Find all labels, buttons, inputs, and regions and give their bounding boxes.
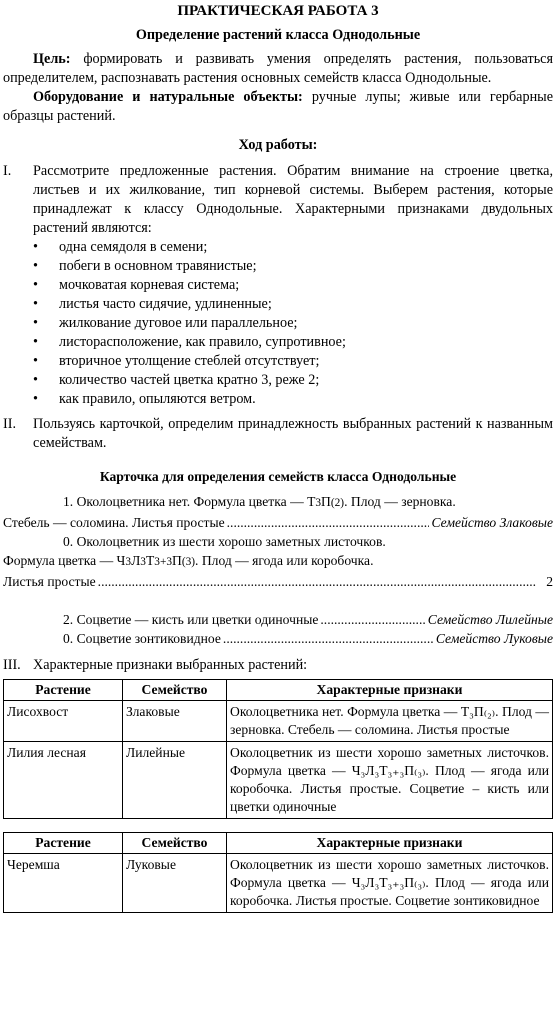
- features-table-1: [3, 679, 553, 819]
- bullet-icon: •: [33, 391, 38, 407]
- section-2-text: Пользуясь карточкой, определим принадлежность выбранных растений к названным семействам.: [33, 416, 553, 451]
- cell-family: Злаковые: [123, 701, 227, 742]
- dot-leader: [223, 629, 434, 648]
- progress-heading: Ход работы:: [238, 137, 318, 153]
- section-3-text: Характерные признаки выбранных растений:: [33, 657, 308, 673]
- key-sub: 3: [140, 556, 146, 568]
- key-card-title: Карточка для определения семейств класса Однодольные: [99, 469, 457, 484]
- header-features: Характерные признаки: [227, 680, 553, 701]
- cell-features: Околоцветник из шести хорошо заметных листочков. Формула цветка — Ч₃Л₃Т₃₊₃П₍₃₎. Плод — ягода или коробочка. Листья простые. Соцветие – кисть или цветки одиночные: [227, 742, 553, 819]
- bullet-icon: •: [33, 258, 38, 274]
- bullet-icon: •: [33, 372, 38, 388]
- list-item-text: одна семядоля в семени;: [59, 239, 208, 255]
- goal-label: Цель:: [33, 51, 71, 67]
- list-item-text: как правило, опыляются ветром.: [59, 391, 256, 407]
- list-item: [31, 371, 553, 390]
- section-1-number: I.: [3, 163, 12, 179]
- bullet-icon: •: [33, 277, 38, 293]
- list-item: [31, 333, 553, 352]
- page-subtitle: Определение растений класса Однодольные: [135, 27, 421, 43]
- key-sub: (3): [181, 556, 196, 568]
- key-sub: (2): [330, 497, 345, 509]
- goal-text: формировать и развивать умения определять растения, пользоваться определителем, распознавать растения основных семейств класса Однодольные.: [3, 51, 553, 86]
- list-item: [31, 390, 553, 409]
- list-item: [31, 295, 553, 314]
- cell-plant: Черемша: [4, 854, 123, 913]
- list-item: [31, 276, 553, 295]
- header-plant: Растение: [4, 833, 123, 854]
- key-line-3: 0. Околоцветник из шести хорошо заметных листочков.: [63, 534, 386, 549]
- list-item-text: жилкование дуговое или параллельное;: [59, 315, 298, 331]
- key-formula-part: Л: [131, 553, 141, 568]
- features-table-2: [3, 832, 553, 913]
- table-row: [4, 742, 553, 819]
- key-sub: 3+3: [154, 556, 172, 568]
- key-result: 2: [546, 574, 553, 589]
- key-line-1-text: 1. Околоцветника нет. Формула цветка — Т: [63, 494, 316, 509]
- key-line-7-text: 0. Соцветие зонтиковидное: [63, 631, 221, 646]
- table-header-row: [4, 833, 553, 854]
- cell-plant: Лилия лесная: [4, 742, 123, 819]
- dot-leader: [227, 513, 430, 532]
- table-row: [4, 854, 553, 913]
- section-3-number: III.: [3, 657, 21, 673]
- section-2: [3, 415, 553, 453]
- equipment-paragraph: [3, 88, 553, 126]
- key-line-7: [31, 629, 553, 648]
- list-item-text: количество частей цветка кратно 3, реже 2;: [59, 372, 320, 388]
- key-formula-part: Т: [145, 553, 155, 568]
- dot-leader: [320, 610, 425, 629]
- bullet-icon: •: [33, 239, 38, 255]
- table-row: [4, 701, 553, 742]
- key-line-2-text: Стебель — соломина. Листья простые: [3, 515, 225, 530]
- key-line-1: [31, 492, 553, 513]
- key-sub: 3: [315, 497, 322, 509]
- key-line-6: [31, 610, 553, 629]
- features-list: [31, 238, 553, 409]
- section-1: [3, 162, 553, 409]
- key-line-2: [3, 513, 553, 532]
- bullet-icon: •: [33, 353, 38, 369]
- bullet-icon: •: [33, 315, 38, 331]
- bullet-icon: •: [33, 296, 38, 312]
- cell-family: Лилейные: [123, 742, 227, 819]
- key-result: Семейство Лилейные: [427, 612, 553, 627]
- key-line-1-mid: П: [321, 494, 331, 509]
- bullet-icon: •: [33, 334, 38, 350]
- cell-family: Луковые: [123, 854, 227, 913]
- key-line-5: [3, 572, 553, 591]
- key-line-4-end: . Плод — ягода или коробочка.: [195, 553, 374, 568]
- list-item: [31, 352, 553, 371]
- key-result: Семейство Злаковые: [431, 515, 553, 530]
- key-line-5-text: Листья простые: [3, 574, 96, 589]
- key-line-4-text: Формула цветка — Ч: [3, 553, 126, 568]
- list-item: [31, 238, 553, 257]
- list-item-text: листья часто сидячие, удлиненные;: [59, 296, 272, 312]
- table-header-row: [4, 680, 553, 701]
- dot-leader: [98, 572, 537, 591]
- key-formula-part: П: [172, 553, 182, 568]
- key-result: Семейство Луковые: [435, 631, 553, 646]
- list-item-text: побеги в основном травянистые;: [59, 258, 257, 274]
- list-item-text: вторичное утолщение стеблей отсутствует;: [59, 353, 320, 369]
- header-plant: Растение: [4, 680, 123, 701]
- key-sub: 3: [125, 556, 132, 568]
- list-item: [31, 257, 553, 276]
- goal-paragraph: [3, 50, 553, 88]
- header-family: Семейство: [123, 680, 227, 701]
- section-2-number: II.: [3, 416, 16, 432]
- cell-features: Околоцветника нет. Формула цветка — Т₃П₍₂₎. Плод — зерновка. Стебель — соломина. Листья простые: [227, 701, 553, 742]
- section-3: [3, 656, 553, 675]
- header-family: Семейство: [123, 833, 227, 854]
- list-item-text: листорасположение, как правило, супротивное;: [59, 334, 346, 350]
- key-line-1-end: . Плод — зерновка.: [344, 494, 456, 509]
- list-item: [31, 314, 553, 333]
- header-features: Характерные признаки: [227, 833, 553, 854]
- section-1-text: Рассмотрите предложенные растения. Обратим внимание на строение цветка, листьев и их жилкование, тип корневой системы. Выберем растения, которые принадлежат к классу Однодольные. Характерными признаками двудольных растений являются:: [33, 163, 553, 236]
- cell-features: Околоцветник из шести хорошо заметных листочков. Формула цветка — Ч₃Л₃Т₃₊₃П₍₃₎. Плод — ягода или коробочка. Листья простые. Соцветие зонтиковидное: [227, 854, 553, 913]
- equipment-label: Оборудование и натуральные объекты:: [33, 89, 303, 105]
- key-card: [3, 492, 553, 648]
- page-title: ПРАКТИЧЕСКАЯ РАБОТА 3: [177, 3, 379, 19]
- cell-plant: Лисохвост: [4, 701, 123, 742]
- key-line-4: [3, 551, 553, 572]
- equipment-text: ручные лупы; живые или гербарные образцы растений.: [3, 89, 553, 124]
- list-item-text: мочковатая корневая система;: [59, 277, 240, 293]
- key-line-6-text: 2. Соцветие — кисть или цветки одиночные: [63, 612, 319, 627]
